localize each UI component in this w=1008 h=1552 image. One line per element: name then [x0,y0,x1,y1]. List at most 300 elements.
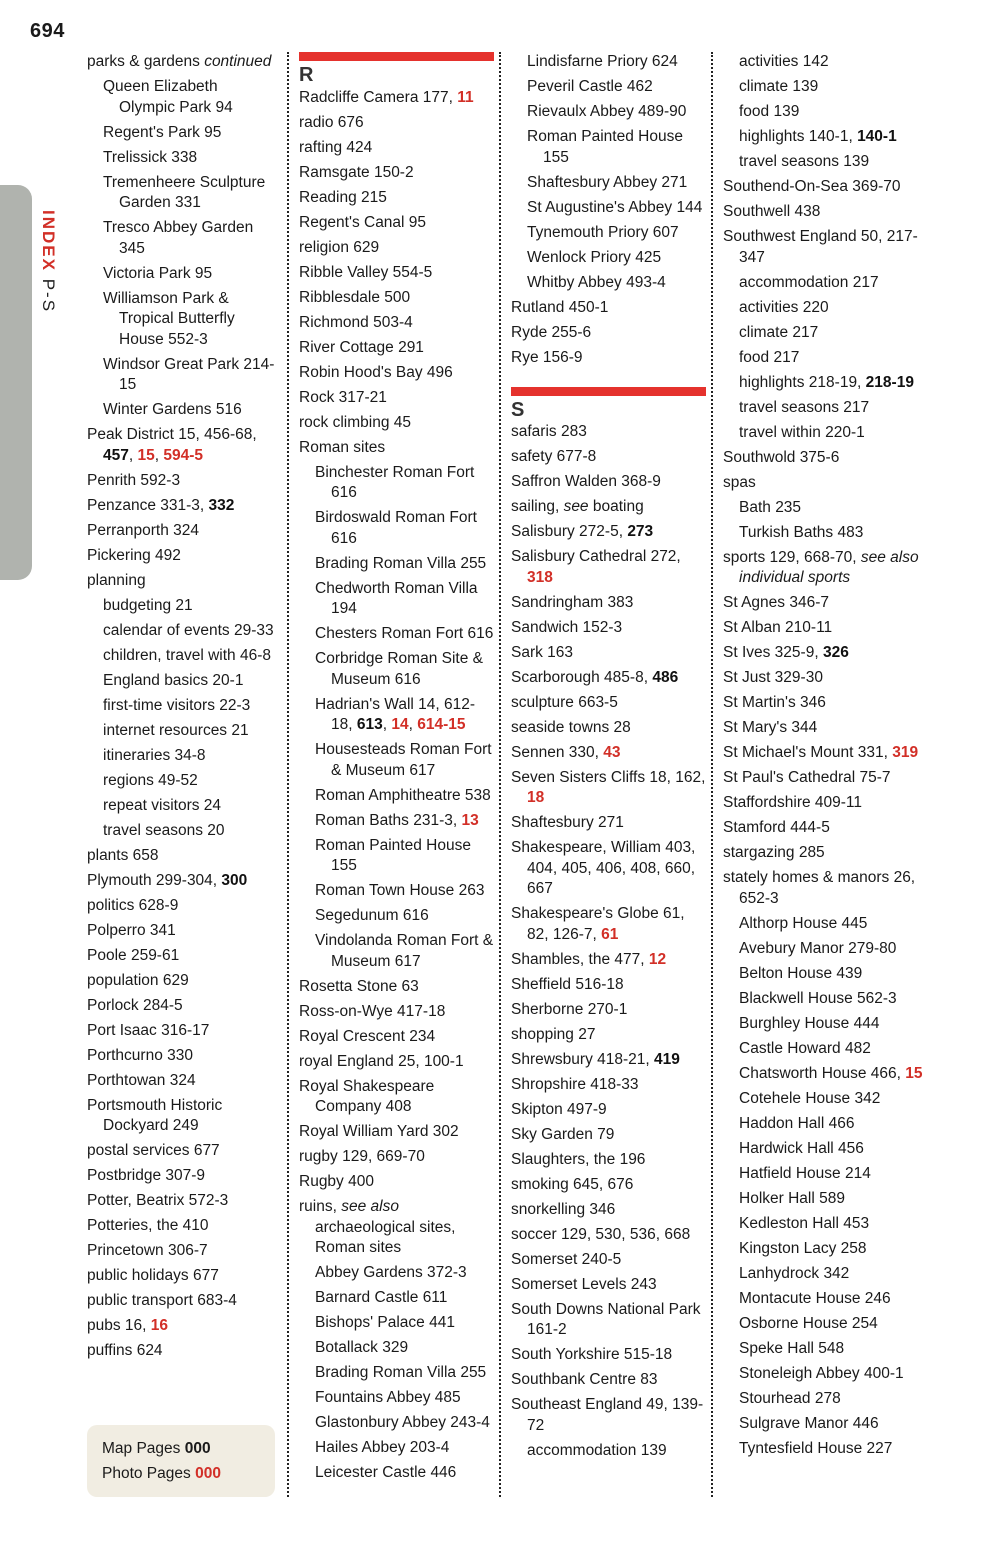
entry-text: Chedworth Roman Villa 194 [315,579,478,617]
section-letter [511,400,706,421]
index-entry [511,668,706,689]
entry-text: Roman Painted House 155 [315,836,471,874]
index-entry [511,593,706,614]
entry-text: South Yorkshire 515-18 [511,1346,673,1363]
index-entry [87,571,277,592]
entry-text: Sennen 330, [511,743,604,761]
index-subentry [723,102,933,123]
index-entry [723,843,933,864]
entry-text: Richmond 503-4 [299,313,413,331]
entry-text: public transport 683-4 [87,1292,237,1309]
index-entry [511,1275,706,1296]
entry-text: Botallack 329 [315,1339,409,1356]
section-letter [299,65,494,86]
index-entry [87,1316,277,1337]
entry-text: Penzance 331-3, [87,496,209,514]
entry-text: Rugby 400 [299,1173,374,1190]
index-entry [87,1216,277,1237]
entry-text: Barnard Castle 611 [315,1289,448,1306]
photo-page-ref: 13 [461,811,479,829]
map-pages-label: Map Pages [102,1440,185,1457]
index-entry [299,1002,494,1023]
index-entry [511,1025,706,1046]
index-subentry [299,624,494,645]
entry-text: Tynemouth Priory 607 [527,223,679,241]
entry-text: Corbridge Roman Site & Museum 616 [315,650,483,688]
index-subentry [723,1339,933,1360]
photo-page-ref: 594-5 [163,446,204,464]
entry-text: Slaughters, the 196 [511,1150,646,1168]
entry-text: St Michael's Mount 331, [723,744,893,761]
index-entry [511,1100,706,1121]
entry-text: plants 658 [87,846,159,864]
index-subentry [87,173,277,214]
index-subentry [723,398,933,419]
index-entry [299,438,494,459]
index-entry [723,743,933,764]
map-page-ref: 613 [356,716,383,733]
index-entry [87,471,277,492]
index-entry [87,1291,277,1312]
index-subentry [723,1439,933,1460]
entry-text: climate 139 [739,78,819,95]
index-subentry [299,740,494,781]
index-entry [723,643,933,664]
index-subentry [87,77,277,118]
index-entry [87,1191,277,1212]
index-subentry [723,1239,933,1260]
index-subentry [87,696,277,717]
index-subentry [87,355,277,396]
map-page-ref: 457 [103,446,129,464]
entry-text: Radcliffe Camera 177, [299,88,458,106]
entry-text: Turkish Baths 483 [739,523,864,541]
index-entry [299,213,494,234]
index-entry [299,1197,494,1259]
photo-page-ref: 16 [150,1317,169,1334]
index-entry [299,413,494,434]
index-subentry [723,1089,933,1110]
index-subentry [723,1164,933,1185]
index-entry [723,868,933,909]
index-subentry [723,939,933,960]
index-entry [87,1046,277,1067]
index-subentry [511,198,706,219]
index-subentry [723,523,933,544]
index-entry [87,1341,277,1362]
index-entry [511,643,706,664]
index-subentry [511,248,706,269]
entry-text: climate 217 [739,323,819,341]
index-subentry [299,811,494,832]
entry-text: religion 629 [299,238,380,256]
index-subentry [723,1189,933,1210]
index-entry [511,522,706,543]
index-entry [511,693,706,714]
index-subentry [511,127,706,168]
entry-text: Leicester Castle 446 [315,1464,457,1481]
entry-text: Southwold 375-6 [723,448,840,466]
entry-text: Cotehele House 342 [739,1089,881,1107]
entry-text: St Mary's 344 [723,719,818,736]
index-subentry [299,906,494,927]
index-subentry [87,796,277,817]
index-subentry [723,1264,933,1285]
index-subentry [87,746,277,767]
index-entry [87,1166,277,1187]
entry-text: puffins 624 [87,1342,163,1359]
index-subentry [299,1363,494,1384]
index-entry [511,950,706,971]
entry-text: Regent's Park 95 [103,123,222,141]
entry-text: Montacute House 246 [739,1289,891,1307]
entry-text: Saffron Walden 368-9 [511,473,661,490]
map-page-ref: 218-19 [865,373,914,391]
photo-page-ref: 14 [391,716,409,733]
entry-text: Royal William Yard 302 [299,1123,459,1140]
entry-text: Brading Roman Villa 255 [315,554,487,572]
entry-text: regions 49-52 [103,771,198,789]
index-entry [87,946,277,967]
index-entry [511,718,706,739]
entry-text: food 217 [739,348,800,366]
index-entry [511,1150,706,1171]
entry-text: archaeological sites, Roman sites [315,1218,456,1256]
index-entry [299,263,494,284]
index-subentry [87,596,277,617]
entry-text: shopping 27 [511,1025,596,1043]
entry-text: Roman Painted House 155 [527,128,683,166]
index-entry [87,996,277,1017]
index-entry [299,1147,494,1168]
section-title: INDEX [39,210,58,272]
entry-text: radio 676 [299,113,364,131]
entry-text: safety 677-8 [511,448,597,465]
index-subentry [723,989,933,1010]
entry-text: Stourhead 278 [739,1389,841,1407]
index-subentry [87,123,277,144]
section-letter-bar [511,387,706,396]
entry-text: Kingston Lacy 258 [739,1239,867,1257]
entry-text: St Alban 210-11 [723,619,833,636]
index-subentry [723,1114,933,1135]
entry-text: planning [87,571,146,589]
entry-text: Princetown 306-7 [87,1242,208,1259]
entry-text: rock climbing 45 [299,413,411,431]
entry-text: Peveril Castle 462 [527,78,653,95]
index-subentry [511,223,706,244]
entry-text: Roman Baths 231-3, [315,811,462,829]
column-divider [287,52,289,1497]
index-subentry [723,1214,933,1235]
entry-text: Sky Garden 79 [511,1125,615,1143]
entry-text: Trelissick 338 [103,148,198,166]
entry-text: soccer 129, 530, 536, 668 [511,1225,691,1243]
index-entry [511,768,706,809]
page-legend [87,1425,275,1497]
entry-text: Glastonbury Abbey 243-4 [315,1414,490,1431]
index-subentry [299,1313,494,1334]
entry-text: Plymouth 299-304, [87,871,222,889]
index-subentry [723,1139,933,1160]
entry-text: Osborne House 254 [739,1314,878,1332]
entry-text: Regent's Canal 95 [299,213,427,231]
entry-text: Portsmouth Historic Dockyard 249 [87,1096,223,1134]
index-entry [87,896,277,917]
index-entry [723,618,933,639]
entry-text: highlights 140-1, [739,128,858,145]
index-subentry [299,1263,494,1284]
map-page-ref: 419 [654,1050,680,1068]
entry-text: Ross-on-Wye 417-18 [299,1002,446,1020]
photo-page-ref: 15 [137,446,155,464]
entry-text: R [299,64,314,86]
entry-text: Sherborne 270-1 [511,1000,628,1018]
entry-text: Shakespeare, William 403, 404, 405, 406, 408, 660, 667 [511,839,696,897]
entry-text: travel within 220-1 [739,423,865,441]
entry-text: royal England 25, 100-1 [299,1052,464,1070]
index-entry [87,971,277,992]
entry-text: Rye 156-9 [511,348,583,366]
index-entry [511,838,706,900]
index-entry [87,521,277,542]
index-subentry [87,289,277,351]
entry-text: Haddon Hall 466 [739,1114,855,1132]
entry-text: postal services 677 [87,1142,220,1159]
section-gap [511,373,706,387]
map-page-ref: 300 [221,871,248,889]
index-subentry [723,1314,933,1335]
index-subentry [723,323,933,344]
index-entry [87,871,277,892]
index-entry [723,668,933,689]
section-range: P-S [39,278,58,314]
entry-text: parks & gardens [87,53,205,70]
index-entry [723,818,933,839]
map-page-ref: 326 [822,644,849,661]
entry-text: Potter, Beatrix 572-3 [87,1192,229,1209]
section-tab-label [34,210,64,380]
section-letter-bar [299,52,494,61]
entry-text: Sheffield 516-18 [511,975,624,993]
entry-text: first-time visitors 22-3 [103,696,251,714]
entry-text: politics 628-9 [87,896,179,914]
index-subentry [299,695,494,736]
index-entry [299,338,494,359]
index-subentry [299,836,494,877]
index-subentry [87,646,277,667]
index-entry [511,348,706,369]
entry-text: , [382,716,392,733]
index-entry [299,188,494,209]
entry-text: Fountains Abbey 485 [315,1389,461,1406]
entry-text: Birdoswald Roman Fort 616 [315,509,477,547]
entry-text: Vindolanda Roman Fort & Museum 617 [315,932,494,970]
entry-text: rafting 424 [299,138,373,156]
index-subentry [299,881,494,902]
entry-text: children, travel with 46-8 [103,646,271,664]
entry-text: Stoneleigh Abbey 400-1 [739,1364,904,1382]
index-subentry [511,52,706,73]
index-entry [299,313,494,334]
entry-text: Shrewsbury 418-21, [511,1050,655,1068]
index-entry [299,163,494,184]
index-subentry [511,77,706,98]
entry-text: Rutland 450-1 [511,298,609,316]
entry-text: Shaftesbury 271 [511,814,624,831]
entry-text: Staffordshire 409-11 [723,794,863,811]
index-subentry [87,721,277,742]
index-subentry [87,621,277,642]
index-subentry [723,1039,933,1060]
map-page-ref: 332 [208,496,235,514]
entry-text: see also individual sports [739,548,919,586]
index-entry [299,977,494,998]
index-entry [299,138,494,159]
index-entry [723,793,933,814]
index-subentry [87,400,277,421]
entry-text: Porlock 284-5 [87,996,183,1014]
entry-text: Royal Crescent 234 [299,1027,436,1045]
entry-text: Sandwich 152-3 [511,618,623,636]
entry-text: Porthtowan 324 [87,1071,196,1089]
entry-text: accommodation 139 [527,1441,667,1459]
index-subentry [511,173,706,194]
entry-text: St Paul's Cathedral 75-7 [723,769,891,786]
index-entry [299,113,494,134]
page-number: 694 [30,20,65,42]
index-subentry [723,298,933,319]
entry-text: St Augustine's Abbey 144 [527,198,703,216]
index-subentry [511,273,706,294]
index-subentry [299,554,494,575]
index-entry [723,768,933,789]
entry-text: Rock 317-21 [299,388,387,406]
entry-text: Abbey Gardens 372-3 [315,1264,467,1281]
entry-text: Housesteads Roman Fort & Museum 617 [315,741,492,779]
entry-text: Castle Howard 482 [739,1039,871,1057]
index-subentry [299,786,494,807]
index-subentry [511,102,706,123]
entry-text: sports 129, 668-70, [723,548,861,566]
entry-text: Victoria Park 95 [103,264,213,282]
index-entry [723,718,933,739]
entry-text: Roman Amphitheatre 538 [315,786,491,804]
index-entry [87,496,277,517]
index-entry [299,88,494,109]
entry-text: Windsor Great Park 214-15 [103,355,275,393]
index-subentry [723,1389,933,1410]
entry-text: Southwest England 50, 217-347 [723,228,918,266]
photo-page-ref: 61 [601,925,619,943]
entry-text: Ribblesdale 500 [299,288,411,306]
entry-text: Binchester Roman Fort 616 [315,463,475,501]
entry-text: Penrith 592-3 [87,471,181,489]
photo-page-ref: 318 [527,568,553,586]
index-entry [87,1241,277,1262]
index-subentry [299,579,494,620]
entry-text: Rosetta Stone 63 [299,977,419,995]
entry-text: Potteries, the 410 [87,1217,209,1234]
entry-text: Shropshire 418-33 [511,1075,639,1093]
entry-text: Blackwell House 562-3 [739,989,897,1007]
entry-text: Hadrian's Wall 14, 612-18, [315,695,476,733]
photo-page-ref: 319 [892,744,919,761]
entry-text: Robin Hood's Bay 496 [299,363,453,381]
index-column-2 [299,52,494,1488]
photo-pages-line [102,1465,221,1483]
entry-text: Salisbury Cathedral 272, [511,548,681,565]
index-subentry [723,1014,933,1035]
index-entry [299,1027,494,1048]
index-subentry [723,1289,933,1310]
entry-text: internet resources 21 [103,721,249,739]
entry-text: Lanhydrock 342 [739,1264,850,1282]
index-entry [87,1141,277,1162]
entry-text: Hatfield House 214 [739,1164,871,1182]
index-subentry [723,373,933,394]
index-entry [511,547,706,588]
index-entry [87,1021,277,1042]
index-subentry [723,52,933,73]
entry-text: sailing, [511,498,564,515]
entry-text: Winter Gardens 516 [103,401,242,418]
entry-text: population 629 [87,971,189,989]
index-entry [299,388,494,409]
index-subentry [299,508,494,549]
entry-text: public holidays 677 [87,1267,219,1284]
index-entry [511,975,706,996]
index-entry [723,593,933,614]
entry-text: Salisbury 272-5, [511,523,628,540]
entry-text: Sark 163 [511,643,574,661]
entry-text: accommodation 217 [739,273,879,291]
entry-text: Sandringham 383 [511,593,634,611]
entry-text: Shakespeare's Globe 61, 82, 126-7, [511,905,685,943]
index-subentry [87,148,277,169]
index-entry [511,1075,706,1096]
index-subentry [299,1388,494,1409]
column-divider [499,52,501,1497]
entry-text: budgeting 21 [103,596,193,614]
entry-text: see [563,498,589,515]
entry-text: Lindisfarne Priory 624 [527,53,678,70]
photo-page-ref: 11 [457,88,474,106]
index-subentry [723,914,933,935]
index-entry [87,921,277,942]
entry-text: activities 220 [739,298,829,316]
entry-text: Wenlock Priory 425 [527,248,662,266]
index-entry [511,298,706,319]
entry-text: seaside towns 28 [511,718,631,736]
photo-page-ref: 15 [905,1064,923,1082]
index-subentry [723,1064,933,1085]
index-entry [299,288,494,309]
entry-text: Whitby Abbey 493-4 [527,273,666,291]
entry-text: Pickering 492 [87,546,181,564]
index-entry [511,1250,706,1271]
entry-text: Port Isaac 316-17 [87,1021,210,1039]
index-entry [511,1050,706,1071]
entry-text: St Agnes 346-7 [723,594,829,611]
entry-text: Chesters Roman Fort 616 [315,625,494,642]
entry-text: Shaftesbury Abbey 271 [527,173,688,191]
photo-pages-label: Photo Pages [102,1465,196,1482]
entry-text: Skipton 497-9 [511,1100,607,1118]
entry-text: Sulgrave Manor 446 [739,1414,879,1432]
index-subentry [299,931,494,972]
entry-text: Perranporth 324 [87,521,200,539]
